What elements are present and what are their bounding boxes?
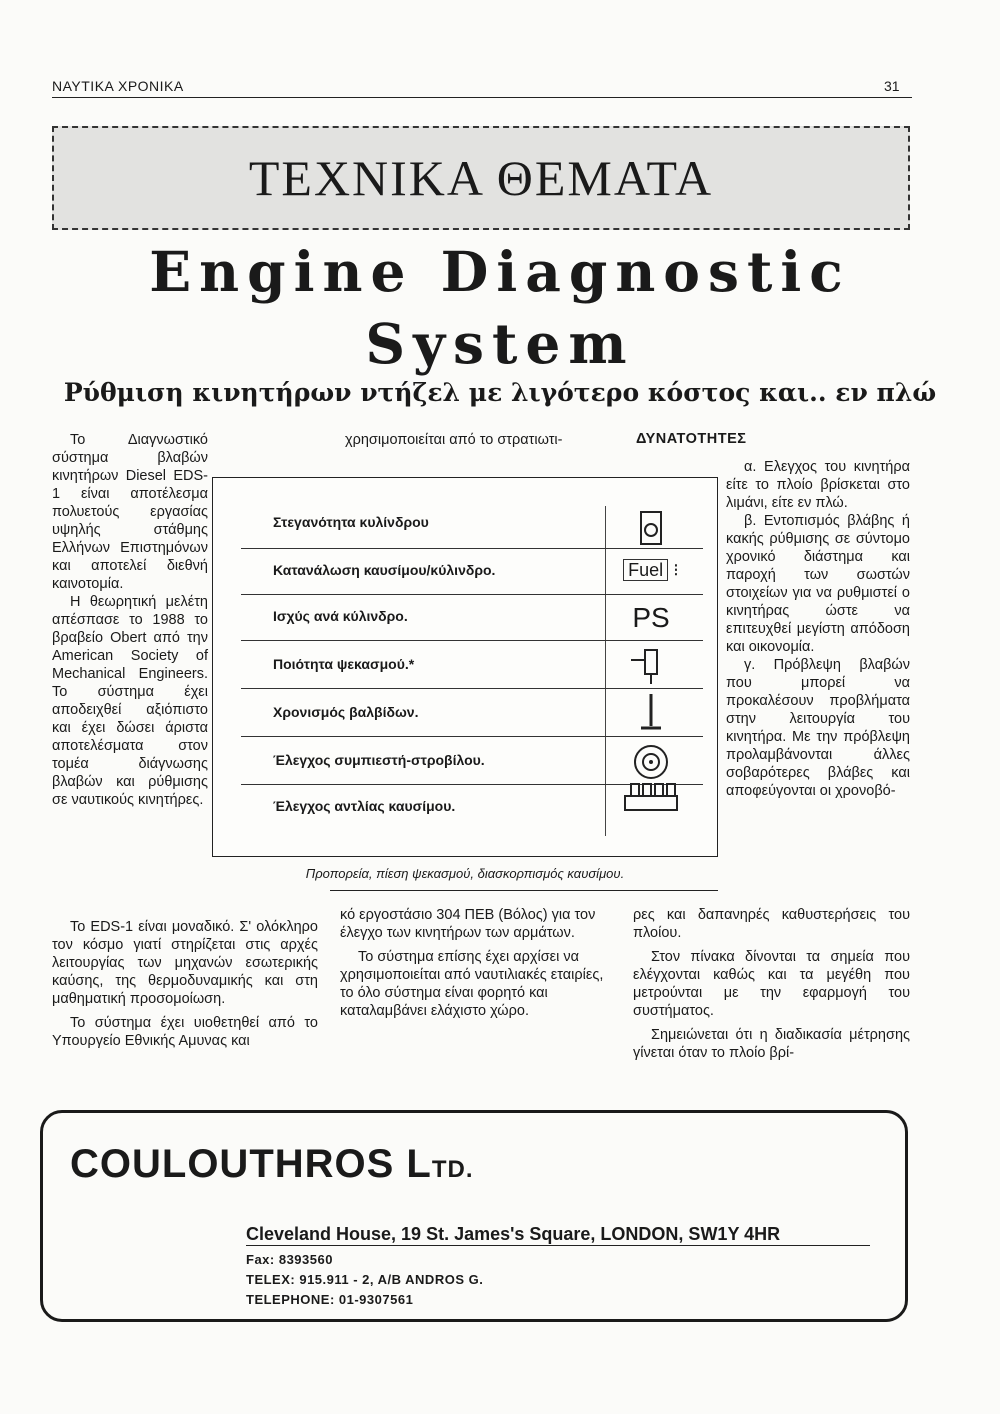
paragraph: Το Διαγνωστικό σύστημα βλαβών κινητήρων Diesel EDS-1 είναι αποτέλεσμα πολυετούς εργασίας υψηλής στάθμης Ελλήνων Επιστημόνων και αποτελεί διεθνή καινοτομία. xyxy=(52,432,208,592)
article-subtitle: Ρύθμιση κινητήρων ντήζελ με λιγότερο κόστος και.. εν πλώ xyxy=(63,378,937,407)
advert-telephone: TELEPHONE: 01-9307561 xyxy=(246,1292,414,1307)
figure-row-label: Έλεγχος συμπιεστή-στροβίλου. xyxy=(273,752,485,768)
article-title-line2: System xyxy=(365,311,635,376)
diagnostic-figure xyxy=(212,477,718,857)
column-1-narrow xyxy=(52,431,208,809)
figure-row-rule xyxy=(241,548,703,549)
valve-icon xyxy=(613,692,689,734)
capabilities-heading: ΔΥΝΑΤΟΤΗΤΕΣ xyxy=(636,431,747,447)
figure-row-label: Έλεγχος αντλίας καυσίμου. xyxy=(273,798,456,814)
paragraph: γ. Πρόβλεψη βλαβών που μπορεί να προκαλέσουν προβλήματα στην λειτουργία του κινητήρα. Με την πρόβλεψη προλαμβάνονται άλλες σοβαρότερες βλάβες και αποφεύγονται οι χρονοβό- xyxy=(726,657,910,799)
figure-row-label: Στεγανότητα κυλίνδρου xyxy=(273,514,429,530)
section-banner xyxy=(52,126,910,230)
article-title-line1: Engine Diagnostic xyxy=(149,239,851,304)
column-1-wide xyxy=(52,918,318,1050)
advert-address: Cleveland House, 19 St. James's Square, LONDON, SW1Y 4HR xyxy=(246,1224,781,1244)
figure-row-label: Ποιότητα ψεκασμού.* xyxy=(273,656,415,672)
figure-caption: Προπορεία, πίεση ψεκασμού, διασκορπισμός καυσίμου. xyxy=(305,866,625,881)
figure-row-label: Χρονισμός βαλβίδων. xyxy=(273,704,419,720)
column-2-top: χρησιμοποιείται από το στρατιωτι- xyxy=(345,432,563,448)
paragraph: Η θεωρητική μελέτη απέσπασε το 1988 το βραβείο Obert από την American Society of Mechanical Engineers. Το σύστημα έχει αποδειχθεί αξιόπιστο και έχει δώσει άριστα αποτελέσματα στον τομέα διάγνωσης βλαβών και ρύθμισης σε ναυτικούς κινητήρες. xyxy=(52,594,208,808)
cylinder-icon xyxy=(613,508,689,548)
column-3-wide xyxy=(633,906,910,1062)
figure-row-rule xyxy=(241,736,703,737)
column-2-bottom xyxy=(340,906,620,1020)
section-title: ΤΕΧΝΙΚΑ ΘΕΜΑΤΑ xyxy=(248,150,714,206)
figure-divider xyxy=(605,506,606,836)
advert-company-name: COULOUTHROS L xyxy=(70,1142,432,1186)
turbo-icon xyxy=(613,740,689,784)
figure-row-rule xyxy=(241,640,703,641)
figure-row-rule xyxy=(241,594,703,595)
paragraph: Σημειώνεται ότι η διαδικασία μέτρησης γίνεται όταν το πλοίο βρί- xyxy=(633,1027,910,1061)
fuel-pump-icon xyxy=(613,782,689,822)
advert-divider xyxy=(246,1245,870,1246)
page-number: 31 xyxy=(884,78,900,94)
paragraph: Το σύστημα επίσης έχει αρχίσει να χρησιμοποιείται από ναυτιλιακές εταιρίες, το όλο σύστημα είναι φορητό και καταλαμβάνει ελάχιστο χώρο. xyxy=(340,949,604,1019)
paragraph: ρες και δαπανηρές καθυστερήσεις του πλοίου. xyxy=(633,907,910,941)
fuel-icon-label: Fuel xyxy=(623,559,668,581)
advert-telex: TELEX: 915.911 - 2, A/B ANDROS G. xyxy=(246,1272,484,1287)
caption-divider xyxy=(330,890,718,891)
paragraph: κό εργοστάσιο 304 ΠΕΒ (Βόλος) για τον έλεγχο των κινητήρων των αρμάτων. xyxy=(340,907,596,941)
advert-company-suffix: TD. xyxy=(431,1156,474,1183)
power-icon: PS xyxy=(632,602,670,633)
advert-fax: Fax: 8393560 xyxy=(246,1252,333,1267)
paragraph: β. Εντοπισμός βλάβης ή κακής ρύθμισης σε σύντομο χρονικό διάστημα και παροχή των σωστών στοιχείων για να ρυθμιστεί ο κινητήρας ώστε να επιτευχθεί μεγίστη απόδοση και οικονομία. xyxy=(726,513,910,655)
figure-row-label: Ισχύς ανά κύλινδρο. xyxy=(273,608,408,624)
column-3-narrow xyxy=(726,458,910,800)
advert-company xyxy=(70,1142,474,1187)
paragraph: α. Ελεγχος του κινητήρα είτε το πλοίο βρίσκεται στο λιμάνι, είτε εν πλώ. xyxy=(726,459,910,511)
figure-row-label: Κατανάλωση καυσίμου/κύλινδρο. xyxy=(273,562,496,578)
paragraph: Το σύστημα έχει υιοθετηθεί από το Υπουργείο Εθνικής Αμυνας και xyxy=(52,1015,318,1049)
figure-row-rule xyxy=(241,688,703,689)
injector-icon xyxy=(613,646,689,686)
header-divider xyxy=(52,97,912,98)
fuel-icon: Fuel ⁝ xyxy=(613,560,689,581)
magazine-name: ΝΑΥΤΙΚΑ ΧΡΟΝΙΚΑ xyxy=(52,78,184,94)
paragraph: Το EDS-1 είναι μοναδικό. Σ' ολόκληρο τον κόσμο γιατί στηρίζεται στις αρχές λειτουργίας των μηχανών εσωτερικής καύσης, της θερμοδυναμικής και στη μαθηματική προσομοίωση. xyxy=(52,919,318,1007)
paragraph: Στον πίνακα δίνονται τα σημεία που ελέγχονται καθώς και τα μεγέθη που μετρούνται με την εφαρμογή του συστήματος. xyxy=(633,949,910,1019)
